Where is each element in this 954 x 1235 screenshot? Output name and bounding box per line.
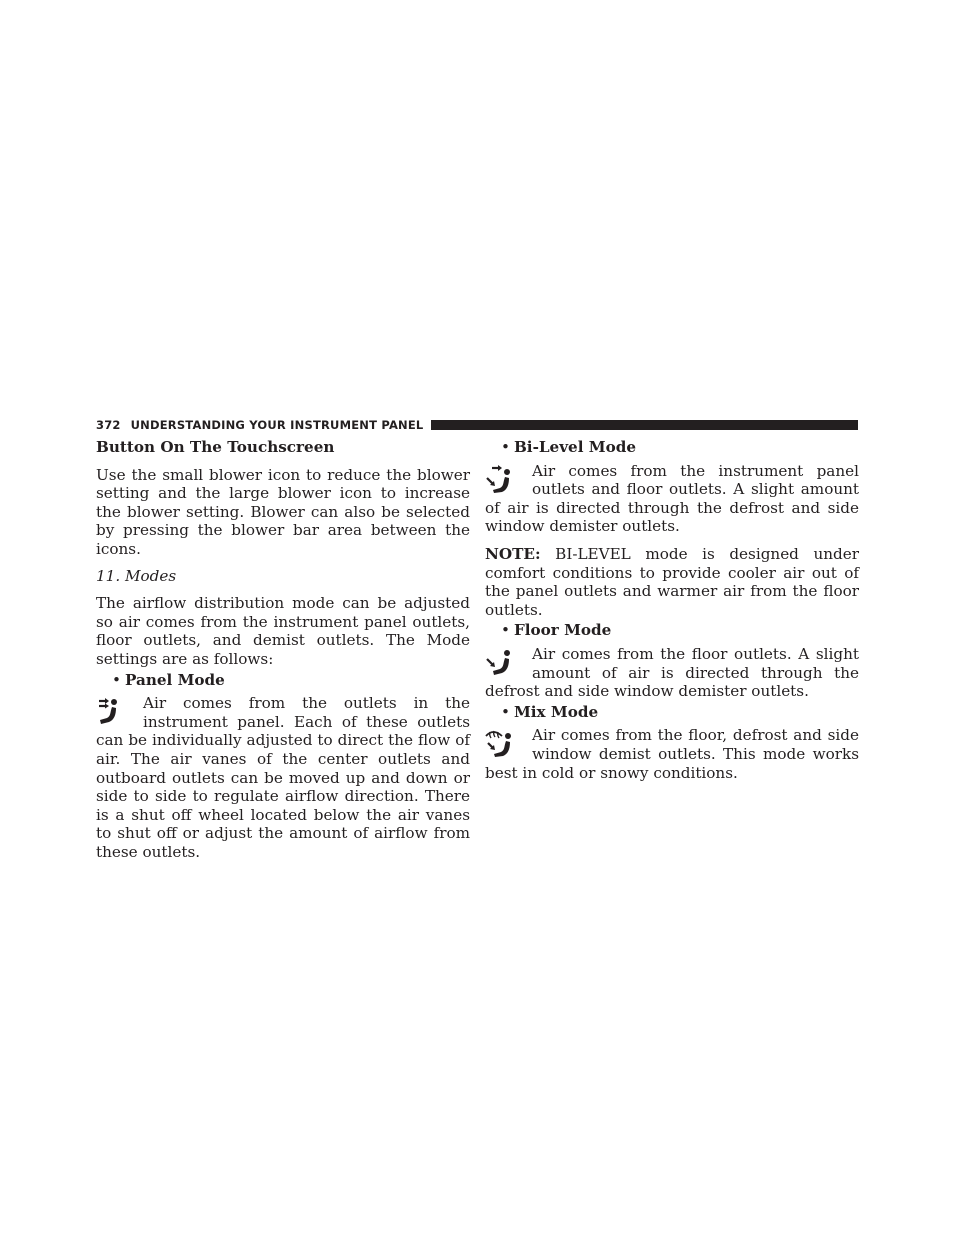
header-rule <box>431 420 858 430</box>
section-heading-modes: 11. Modes <box>96 566 177 585</box>
bilevel-mode-bullet: • Bi-Level Mode <box>501 438 636 456</box>
right-column <box>485 438 859 782</box>
section-title: UNDERSTANDING YOUR INSTRUMENT PANEL <box>130 418 424 432</box>
bilevel-mode-paragraph: Air comes from the instrument panel outlets and floor outlets. A slight amount of air is directed through the defrost and side window demister outlets. <box>485 461 859 536</box>
blower-paragraph: Use the small blower icon to reduce the blower setting and the large blower icon to increase the blower setting. Blower can also be selected by pressing the blower bar area between the icons. <box>96 465 470 558</box>
left-column <box>96 438 470 861</box>
bilevel-mode-label: Bi-Level Mode <box>513 438 636 456</box>
mix-mode-paragraph: Air comes from the floor, defrost and side window demist outlets. This mode works best in cold or snowy conditions. <box>485 726 859 782</box>
panel-mode-icon <box>96 696 132 728</box>
mix-mode-bullet: • Mix Mode <box>501 702 599 721</box>
note-text: BI-LEVEL mode is designed under comfort conditions to provide cooler air out of the panel outlets and warmer air from the floor outlets. <box>485 544 859 619</box>
floor-mode-label: Floor Mode <box>513 621 612 640</box>
page-header <box>96 416 858 434</box>
mix-mode-label: Mix Mode <box>513 702 599 721</box>
panel-mode-paragraph: Air comes from the outlets in the instrument panel. Each of these outlets can be individually adjusted to direct the flow of air. The air vanes of the center outlets and outboard outlets can be moved up and down or side to side to regulate airflow direction. There is a shut off wheel located below the air vanes to shut off or adjust the amount of airflow from these outlets. <box>96 694 470 861</box>
panel-mode-bullet: • Panel Mode <box>112 670 225 689</box>
floor-mode-bullet: • Floor Mode <box>501 621 612 640</box>
bilevel-mode-block <box>485 462 859 536</box>
mix-mode-icon <box>485 728 521 760</box>
floor-mode-icon <box>485 647 521 679</box>
floor-mode-paragraph: Air comes from the floor outlets. A slight amount of air is directed through the defrost and side window demister outlets. <box>485 644 859 701</box>
note-paragraph <box>485 545 859 619</box>
panel-mode-label: Panel Mode <box>124 670 225 689</box>
bilevel-mode-icon <box>485 464 521 496</box>
floor-mode-block <box>485 645 859 701</box>
modes-intro-paragraph: The airflow distribution mode can be adjusted so air comes from the instrument panel outlets, floor outlets, and demist outlets. The Mode settings are as follows: <box>96 594 470 668</box>
page-number: 372 <box>96 418 121 432</box>
subheading-touchscreen: Button On The Touchscreen <box>96 438 335 456</box>
note-label: NOTE: <box>485 544 541 563</box>
mix-mode-block <box>485 726 859 782</box>
panel-mode-block <box>96 694 470 861</box>
